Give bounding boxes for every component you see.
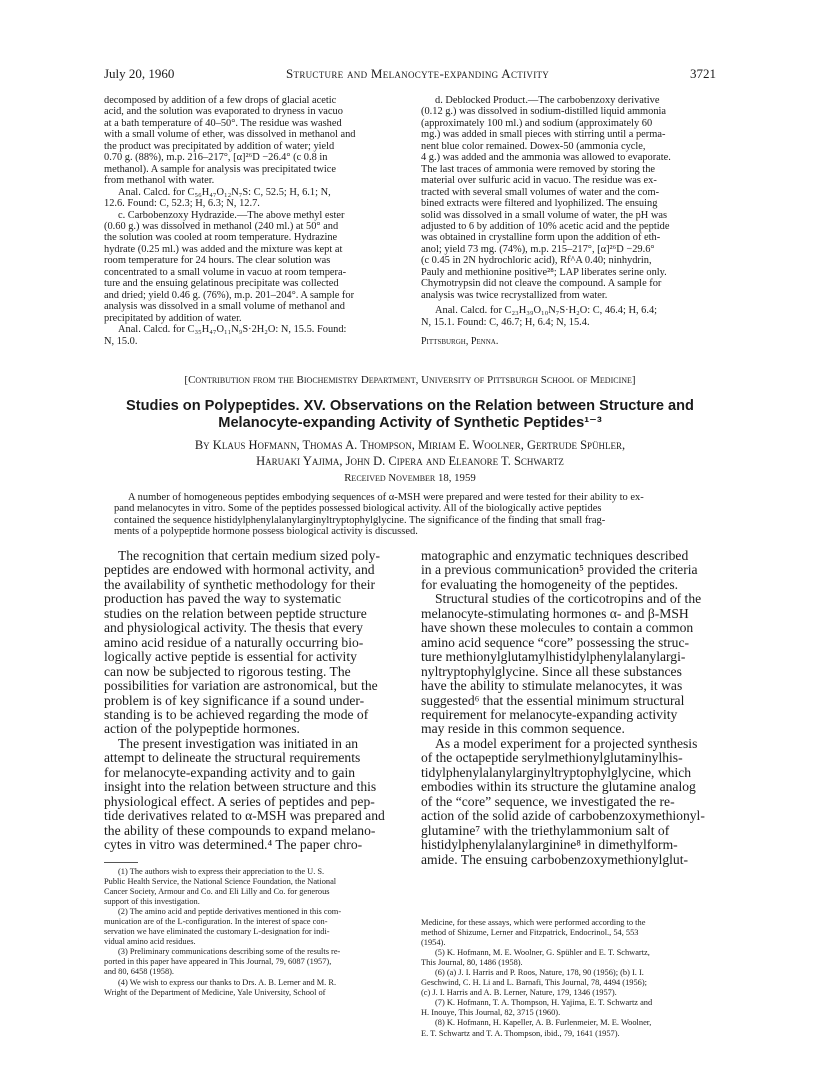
body-line: in a previous communication⁵ provided the criteria (421, 562, 698, 578)
body-line: glutamine⁷ with the triethylammonium salt of (421, 822, 670, 838)
text-line: precipitated by addition of water. (104, 312, 242, 324)
section-d (421, 95, 716, 301)
body-line: Structural studies of the corticotropins and of the (435, 591, 702, 607)
text-line: N, 15.1. Found: C, 46.7; H, 6.4; N, 15.4. (421, 316, 590, 328)
body-line: the availability of synthetic methodology for their (104, 576, 376, 592)
footnote-line: H. Inouye, This Journal, 82, 3715 (1960). (421, 1008, 561, 1018)
text-line: the product was precipitated by addition of water; yield (104, 140, 335, 152)
text-line: and dried; yield 0.46 g. (76%), m.p. 201–204°. A sample for (104, 289, 355, 301)
body-line: have the ability to stimulate melanocytes, it was (421, 678, 683, 694)
text-line: methanol). A sample for analysis was precipitated twice (104, 163, 336, 175)
body-line: matographic and enzymatic techniques described (421, 548, 689, 563)
author-list (104, 437, 716, 469)
text-line: tracted with several small volumes of water and the com- (421, 186, 660, 198)
body-line: tide derivatives related to α-MSH was prepared and (104, 808, 385, 824)
text-line: solid was dissolved in a small volume of water, the pH was (421, 209, 668, 221)
text-line: c. Carbobenzoxy Hydrazide.—The above methyl ester (118, 209, 345, 221)
footnote-line: and 80, 6458 (1958). (104, 967, 175, 977)
body-line: amide. The ensuing carbobenzoxymethionylglut- (421, 851, 689, 867)
text-line: acid, and the solution was evaporated to dryness in vacuo (104, 106, 343, 118)
text-line: material over sulfuric acid in vacuo. The residue was ex- (421, 175, 657, 187)
footnote-line: (4) We wish to express our thanks to Drs. A. B. Lerner and M. R. (118, 977, 337, 987)
footnotes-right (421, 918, 716, 1039)
body-line: requirement for melanocyte-expanding activity (421, 706, 678, 722)
analysis-3 (421, 305, 716, 328)
footnote-line: Wright of the Department of Medicine, Yale University, School of (104, 987, 326, 997)
text-line: anol; yield 73 mg. (74%), m.p. 215–217°, [α]²⁶D −29.6° (421, 243, 655, 255)
article-title (104, 398, 716, 432)
body-line: As a model experiment for a projected synthesis (435, 735, 698, 751)
footnote-line: (7) K. Hofmann, T. A. Thompson, H. Yajima, E. T. Schwartz and (435, 998, 653, 1008)
text-line: (c 0.45 in 2N hydrochloric acid), Rf^A 0.40; ninhydrin, (421, 255, 652, 267)
body-line: histidylphenylalanylarginine⁸ in dimethylform- (421, 837, 678, 853)
text-line: adjusted to 6 by addition of 10% acetic acid and the peptide (421, 220, 670, 232)
text-line: Anal. Calcd. for C₃₅H₄₇O₁₁N₉S·2H₂O: N, 15.5. Found: (118, 324, 347, 336)
footnote-rule (104, 862, 138, 863)
body-line: amino acid sequence “core” possessing the struc- (421, 634, 689, 650)
body-line: can now be subjected to rigorous testing. The (104, 663, 351, 679)
text-line: analysis was dissolved in a small volume of methanol and (104, 301, 345, 313)
section-c (104, 210, 406, 325)
body-right-column (421, 549, 716, 867)
body-line: physiological effect. A series of peptides and pep- (104, 793, 375, 809)
text-line: at a bath temperature of 40–50°. The residue was washed (104, 117, 342, 129)
footnote-line: This Journal, 80, 1486 (1958). (421, 958, 523, 968)
body-line: and physiological activity. The thesis that every (104, 620, 363, 636)
body-line: for evaluating the homogeneity of the peptides. (421, 576, 679, 592)
body-line: insight into the relation between structure and this (104, 779, 377, 795)
text-line: (approximately 100 ml.) and sodium (approximately 60 (421, 117, 653, 129)
body-line: of the “core” sequence, we investigated the re- (421, 793, 675, 809)
place-line: Pittsburgh, Penna. (421, 336, 499, 348)
body-line: The recognition that certain medium sized poly- (118, 548, 380, 563)
footnote-line: (6) (a) J. I. Harris and P. Roos, Nature, 178, 90 (1956); (b) I. I. (435, 968, 644, 978)
text-line: d. Deblocked Product.—The carbobenzoxy derivative (435, 95, 660, 106)
text-line: 12.6. Found: C, 52.3; H, 6.3; N, 12.7. (104, 198, 260, 210)
footnote-line: Public Health Service, the National Science Foundation, the National (104, 877, 337, 887)
body-line: problem is of key significance if a sound under- (104, 692, 365, 708)
author-line: By Klaus Hofmann, Thomas A. Thompson, Miriam E. Woolner, Gertrude Spühler, (194, 438, 626, 452)
text-line: Pauly and methionine positive²⁸; LAP liberates serine only. (421, 266, 667, 278)
footnote-line: Medicine, for these assays, which were performed according to the (421, 918, 646, 927)
body-line: embodies within its structure the glutamine analog (421, 779, 696, 795)
body-line: logically active peptide is essential for activity (104, 649, 357, 665)
footnote-line: Cancer Society, Armour and Co. and Eli Lilly and Co. for generous (104, 887, 330, 897)
para-1 (104, 95, 406, 187)
header-page-number: 3721 (690, 66, 716, 81)
text-line: room temperature for 24 hours. The clear solution was (104, 255, 331, 267)
abstract-line: ments of a polypeptide hormone possess biological activity is discussed. (114, 526, 418, 538)
body-line: possibilities for variation are astronomical, but the (104, 678, 378, 694)
body-left-column (104, 549, 405, 853)
title-line: Studies on Polypeptides. XV. Observations on the Relation between Structure and (126, 398, 694, 414)
text-line: The last traces of ammonia were removed by storing the (421, 163, 655, 175)
contribution-line: [Contribution from the Biochemistry Department, University of Pittsburgh School of Medicine] (184, 374, 636, 386)
text-line: analysis was twice recrystallized from water. (421, 289, 608, 301)
title-line: Melanocyte-expanding Activity of Synthetic Peptides¹⁻³ (218, 415, 602, 431)
body-line: studies on the relation between peptide structure (104, 605, 367, 621)
body-line: The present investigation was initiated in an (118, 735, 359, 751)
text-line: was obtained in crystalline form upon the addition of eth- (421, 232, 661, 244)
body-line: production has paved the way to systematic (104, 591, 342, 607)
body-line: may reside in this common sequence. (421, 721, 625, 737)
text-line: Anal. Calcd. for C₅₆H₄₇O₁₂N₇S: C, 52.5; H, 6.1; N, (118, 186, 331, 198)
running-header (104, 66, 716, 82)
footnote-line: servation we have eliminated the customary L-designation for indi- (104, 927, 330, 937)
abstract (114, 492, 708, 538)
text-line: nent blue color remained. Dowex-50 (ammonia cycle, (421, 140, 646, 152)
text-line: ture and the ensuing gelatinous precipitate was collected (104, 278, 339, 290)
text-line: (0.60 g.) was dissolved in methanol (240 ml.) at 50° and (104, 220, 339, 232)
author-line: Haruaki Yajima, John D. Cipera and Eleanore T. Schwartz (256, 454, 564, 468)
analysis-1 (104, 187, 406, 210)
received-date: Received November 18, 1959 (344, 472, 476, 484)
body-line: standing is to be achieved regarding the mode of (104, 706, 369, 722)
header-date: July 20, 1960 (104, 66, 175, 81)
body-line: amino acid residue of a naturally occurring bio- (104, 634, 364, 650)
text-line: mg.) was added in small pieces with stirring until a perma- (421, 129, 666, 141)
text-line: with a small volume of ether, was dissolved in methanol and (104, 129, 356, 141)
body-line: of the octapeptide serylmethionylglutaminylhis- (421, 750, 683, 766)
footnote-line: (8) K. Hofmann, H. Kapeller, A. B. Furlenmeier, M. E. Woolner, (435, 1018, 652, 1028)
analysis-2 (104, 324, 406, 347)
body-line: ture methionylglutamylhistidylphenylalanylargi- (421, 649, 686, 665)
top-left-column (104, 95, 406, 347)
footnote-line: (c) J. I. Harris and A. B. Lerner, Nature, 179, 1346 (1957). (421, 988, 617, 998)
footnote-line: (3) Preliminary communications describing some of the results re- (118, 947, 341, 957)
text-line: Anal. Calcd. for C₂₃H₃₉O₁₀N₇S·H₂O: C, 46.4; H, 6.4; (435, 305, 658, 317)
top-right-column (421, 95, 716, 348)
body-line: attempt to delineate the structural requirements (104, 750, 361, 766)
footnote-line: (2) The amino acid and peptide derivatives mentioned in this com- (118, 907, 342, 917)
footnote-line: (1) The authors wish to express their appreciation to the U. S. (118, 867, 325, 876)
footnote-line: E. T. Schwartz and T. A. Thompson, ibid., 79, 1641 (1957). (421, 1028, 620, 1038)
abstract-line: A number of homogeneous peptides embodying sequences of α-MSH were prepared and were tested for their ability to ex- (128, 492, 644, 503)
body-line: peptides are endowed with hormonal activity, and (104, 562, 375, 578)
text-line: (0.12 g.) was dissolved in sodium-distilled liquid ammonia (421, 106, 667, 118)
text-line: bined extracts were filtered and lyophilized. The ensuing (421, 198, 658, 210)
text-line: Chymotrypsin did not cleave the compound. A sample for (421, 278, 662, 290)
footnote-line: ported in this paper have appeared in This Journal, 79, 6087 (1957), (104, 957, 332, 967)
text-line: decomposed by addition of a few drops of glacial acetic (104, 95, 337, 106)
abstract-line: pand melanocytes in vitro. Some of the peptides possessed biological activity. All of the biologically active peptides (114, 503, 602, 515)
text-line: 4 g.) was added and the ammonia was allowed to evaporate. (421, 152, 671, 164)
body-line: cytes in vitro was determined.⁴ The paper chro- (104, 837, 363, 853)
body-line: action of the solid azide of carbobenzoxymethionyl- (421, 808, 705, 824)
header-title: Structure and Melanocyte-expanding Activity (286, 66, 550, 81)
text-line: hydrate (0.25 ml.) was added and the mixture was kept at (104, 243, 343, 255)
footnote-line: (1954). (421, 938, 446, 948)
footnote-line: Geschwind, C. H. Li and L. Barnafi, This Journal, 78, 4494 (1956); (421, 978, 647, 988)
body-line: have shown these molecules to contain a common (421, 620, 694, 636)
body-line: for melanocyte-expanding activity and to gain (104, 764, 356, 780)
footnotes-left (104, 867, 405, 998)
text-line: concentrated to a small volume in vacuo at room tempera- (104, 266, 347, 278)
footnote-line: support of this investigation. (104, 897, 200, 907)
body-line: nyltryptophylglycine. Since all these substances (421, 663, 682, 679)
body-line: the ability of these compounds to expand melano- (104, 822, 376, 838)
body-line: tidylphenylalanylarginyltryptophylglycine, which (421, 764, 692, 780)
footnote-line: (5) K. Hofmann, M. E. Woolner, G. Spühler and E. T. Schwartz, (435, 948, 650, 958)
text-line: 0.70 g. (88%), m.p. 216–217°, [α]²⁶D −26.4° (c 0.8 in (104, 152, 328, 164)
text-line: N, 15.0. (104, 335, 138, 347)
body-line: melanocyte-stimulating hormones α- and β-MSH (421, 605, 689, 621)
body-line: suggested⁶ that the essential minimum structural (421, 692, 685, 708)
body-line: action of the polypeptide hormones. (104, 721, 300, 737)
footnote-line: method of Shizume, Lerner and Fitzpatrick, Endocrinol., 54, 553 (421, 928, 639, 938)
text-line: the solution was cooled at room temperature. Hydrazine (104, 232, 338, 244)
abstract-line: contained the sequence histidylphenylalanylarginyltryptophylglycine. The significance of the finding that small frag- (114, 514, 606, 526)
footnote-line: vidual amino acid residues. (104, 937, 196, 947)
text-line: from methanol with water. (104, 175, 215, 187)
footnote-line: munication are of the L-configuration. In the interest of space con- (104, 917, 328, 927)
